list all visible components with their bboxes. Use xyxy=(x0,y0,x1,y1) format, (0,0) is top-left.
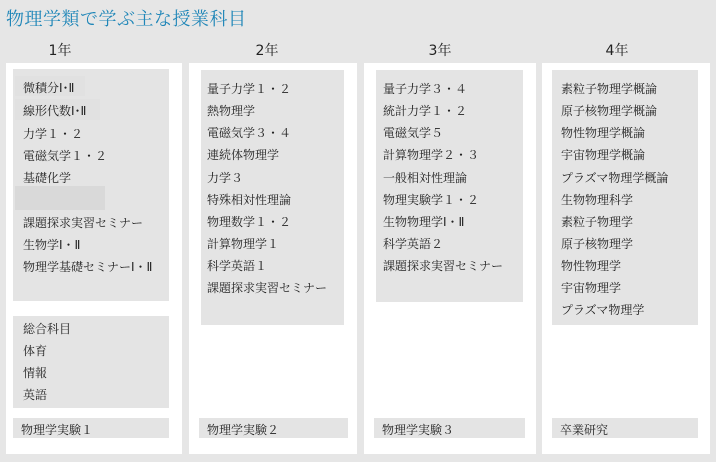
year-column-4 xyxy=(542,63,710,454)
course-item: 統計力学１・２ xyxy=(383,104,468,118)
year-header-4: 4年 xyxy=(605,43,629,59)
course-item: 原子核物理学 xyxy=(561,237,634,251)
course-item: 原子核物理学概論 xyxy=(561,104,658,118)
year-header-2: 2年 xyxy=(255,43,279,59)
course-item: 体育 xyxy=(23,344,48,358)
lab-course-label: 物理学実験３ xyxy=(382,423,455,437)
course-item: 生物学Ⅰ・Ⅱ xyxy=(23,238,81,252)
course-item: 課題探求実習セミナー xyxy=(207,281,328,295)
core-courses-box xyxy=(376,70,523,302)
course-item: 物理数学１・２ xyxy=(207,215,292,229)
lab-course-label: 物理学実験１ xyxy=(21,423,94,437)
lab-course-label: 物理学実験２ xyxy=(207,423,280,437)
course-item: 計算物理学２・３ xyxy=(383,148,480,162)
course-item: 熱物理学 xyxy=(207,104,256,118)
year-column-2 xyxy=(189,63,357,454)
course-item: 生物物理学Ⅰ・Ⅱ xyxy=(383,215,465,229)
course-item: 科学英語１ xyxy=(207,259,268,273)
lab-course-box xyxy=(374,418,525,438)
course-item: 微積分Ⅰ･Ⅱ xyxy=(23,81,75,95)
course-item: 物理学基礎セミナーⅠ・Ⅱ xyxy=(23,260,153,274)
course-item: 素粒子物理学概論 xyxy=(561,82,658,96)
course-item: 電磁気学５ xyxy=(383,126,444,140)
course-item: 物性物理学 xyxy=(561,259,622,273)
course-item: 量子力学３・４ xyxy=(383,82,468,96)
core-courses-box xyxy=(201,70,344,325)
course-item: 課題探求実習セミナー xyxy=(23,216,144,230)
course-item: 量子力学１・２ xyxy=(207,82,292,96)
course-item: プラズマ物理学 xyxy=(561,303,645,317)
course-item: 連続体物理学 xyxy=(207,148,280,162)
course-item: 総合科目 xyxy=(23,322,72,336)
course-item: 課題探求実習セミナー xyxy=(383,259,504,273)
lab-course-box xyxy=(13,418,169,438)
course-item: 物性物理学概論 xyxy=(561,126,646,140)
year-column-3 xyxy=(364,63,536,454)
course-item: 素粒子物理学 xyxy=(561,215,634,229)
course-item: 力学３ xyxy=(207,171,244,185)
course-item: 科学英語２ xyxy=(383,237,444,251)
course-item: 力学１・２ xyxy=(23,127,84,141)
course-item: 宇宙物理学概論 xyxy=(561,148,646,162)
course-item: 生物物理科学 xyxy=(561,193,634,207)
lab-course-box xyxy=(552,418,698,438)
course-item: 特殊相対性理論 xyxy=(207,193,292,207)
lab-course-box xyxy=(199,418,348,438)
lab-course-label: 卒業研究 xyxy=(560,423,609,437)
year-header-3: 3年 xyxy=(428,43,452,59)
course-item: プラズマ物理学概論 xyxy=(561,171,669,185)
general-courses-box xyxy=(13,316,169,408)
year-header-1: 1年 xyxy=(48,43,72,59)
course-item: 電磁気学１・２ xyxy=(23,149,108,163)
core-courses-box xyxy=(552,70,698,325)
year-column-1 xyxy=(6,63,182,454)
course-item: 物理実験学１・２ xyxy=(383,193,480,207)
course-item: 基礎化学 xyxy=(23,171,72,185)
course-item: 電磁気学３・４ xyxy=(207,126,292,140)
course-item: 宇宙物理学 xyxy=(561,281,622,295)
course-item: 線形代数Ⅰ･Ⅱ xyxy=(23,104,87,118)
core-courses-box xyxy=(13,69,169,301)
page-title: 物理学類で学ぶ主な授業科目 xyxy=(6,9,247,30)
course-item: 情報 xyxy=(23,366,48,380)
highlight-bar xyxy=(15,186,105,210)
course-item: 計算物理学１ xyxy=(207,237,280,251)
course-item: 一般相対性理論 xyxy=(383,171,468,185)
course-item: 英語 xyxy=(23,388,48,402)
